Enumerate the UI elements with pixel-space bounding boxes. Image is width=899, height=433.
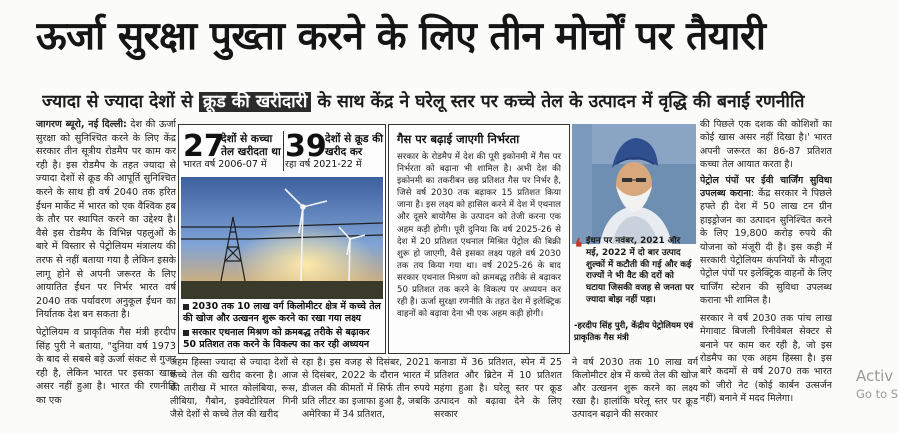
- dateline: जागरण ब्यूरो, नई दिल्ली:: [36, 119, 127, 130]
- col4-text-2: सरकार ने वर्ष 2030 तक पांच लाख मेगावाट बिजली रिनीवेबल सेक्टर से बनाने पर काम कर रही है, जो इस रोडमैप का एक अहम हिस्सा है। इस बारे कदमों से वर्ष 2070 तक भारत को जीरो नेट (कोई कार्बन उत्सर्जन नहीं) बनाने में मदद मिलेगा।: [700, 312, 832, 405]
- subhead-highlight: क्रूड की खरीदारी: [199, 92, 311, 112]
- col4-text: : केंद्र सरकार ने पिछले हफ्ते ही देश में 50 लाख टन ग्रीन हाइड्रोजन का उत्पादन सुनिश्चित करने के लिए 19,800 करोड़ रुपये की योजना को मंजूरी दी है। इस कड़ी में सरकारी पेट्रोलियम कंपनियों के मौजूदा पेट्रोल पंपों पर इलेक्ट्रिक वाहनों के लिए चार्जिंग स्टेशन की सुविधा उपलब्ध कराना भी शामिल है।: [700, 188, 832, 307]
- col4-intro: की पिछले एक दशक की कोशिशों का कोई खास असर नहीं दिखा है।' भारत अपनी जरूरत का 86-87 प्रतिशत कच्चा तेल आयात करता है।: [700, 119, 832, 171]
- box-text: सरकार के रोडमैप में देश की पूरी इकोनमी में गैस पर निर्भरता को बढ़ाना भी शामिल है। अभी देश की इकोनमी का तकरीबन छह प्रतिशत गैस पर निर्भर है, जिसे वर्ष 2030 तक बढ़ाकर 15 प्रतिशत किया जाना है। इस लक्ष्य को हासिल करने में देश में एथनाल और दूसरे बायोगैस के उत्पादन को तेजी करना एक अहम कड़ी होगी। पूरी दुनिया कि वर्ष 2025-26 से देश में 20 प्रतिशत एथनाल मिश्रित पेट्रोल की बिक्री शुरू हो जाएगी, वैसे इसका लक्ष्य पहले वर्ष 2030 तक तय किया गया था। वर्ष 2025-26 के बाद सरकार एथनाल मिश्रण को क्रमबद्ध तरीके से बढ़ाकर 50 प्रतिशत तक करने के विकल्प पर अध्ययन कर रही है। ऊर्जा सुरक्षा रणनीति के तहत देश में इलेक्ट्रिक वाहनों को बढ़ावा देना भी एक अहम कड़ी होगी।: [397, 152, 562, 320]
- bullet-square-icon: [183, 330, 189, 336]
- stat-number: 27: [183, 129, 225, 164]
- article-text-1b: पेट्रोलियम व प्राकृतिक गैस मंत्री हरदीप सिंह पुरी ने बताया, "दुनिया वर्ष 1973 के बाद से सबसे बड़े ऊर्जा संकट से गुजर रही है, लेकिन भारत पर इसका खास असर नहीं हुआ है। भारत की रणनीति का एक: [36, 326, 176, 406]
- infobox-bullet-1: [183, 301, 381, 325]
- stat-label: देशों से कच्चा तेल खरीदता था: [221, 133, 281, 158]
- quote-text: ईंधन पर नवंबर, 2021 और मई, 2022 में दो बार उत्पाद शुल्कों में कटौती की गई और कई राज्यों ने भी वैट की दरों को घटाया जिसकी वजह से जनता पर ज्यादा बोझ नहीं पड़ा।: [586, 236, 694, 305]
- minister-portrait: [572, 124, 696, 244]
- quote-mark-icon: ❛: [574, 236, 584, 264]
- energy-photo: [181, 177, 383, 299]
- box-title: गैस पर बढ़ाई जाएगी निर्भरता: [397, 132, 520, 146]
- article-column-1: [36, 118, 176, 418]
- bottom-column-4: ने वर्ष 2030 तक 10 लाख वर्ग किलोमीटर क्षेत्र में कच्चे तेल की खोज और उत्खनन शुरू करने का लक्ष्य रखा है। हालांकि घरेलू स्तर पर क्रूड उत्पादन बढ़ाने की सरकार: [572, 357, 698, 420]
- bottom-column-2: रहा है। इस वजह से दिसंबर, 2021 से दिसंबर, 2022 के दौरान भारत में डीजल की कीमतों में सिर्फ तीन रुपये प्रति लीटर का इजाफा हुआ है, जबकि अमेरिका में 34 प्रतिशत,: [302, 357, 430, 420]
- subheadline: [42, 88, 832, 116]
- bullet-text: सरकार एथनाल मिश्रण को क्रमबद्ध तरीके से बढ़ाकर 50 प्रतिशत तक करने के विकल्प का कर रही अध्ययन: [183, 327, 370, 351]
- stat-2021: [285, 129, 385, 173]
- headline: ऊर्जा सुरक्षा पुख्ता करने के लिए तीन मोर्चों पर तैयारी: [36, 14, 766, 59]
- quote-author: -हरदीप सिंह पुरी, केंद्रीय पेट्रोलियम एवं प्राकृतिक गैस मंत्री: [574, 320, 694, 342]
- subhead-before: ज्यादा से ज्यादा देशों से: [42, 92, 199, 112]
- watermark-line-1: Activ: [856, 367, 894, 385]
- minister-quote: [572, 236, 698, 352]
- stat-year: रहा वर्ष 2021-22 में: [285, 159, 362, 170]
- stat-divider: [283, 131, 284, 171]
- article-column-4: [700, 118, 832, 430]
- col4-heading: पेट्रोल पंपों पर ईवी चार्जिंग सुविधा उपलब्ध कराना: [700, 174, 832, 200]
- activate-windows-watermark: [856, 366, 899, 402]
- gas-dependence-box: [388, 124, 570, 354]
- stat-number: 39: [285, 129, 327, 164]
- bullet-square-icon: [183, 304, 189, 310]
- watermark-line-2: Go to S: [856, 387, 899, 401]
- bottom-column-1: अहम हिस्सा ज्यादा से ज्यादा देशों से कच्चे तेल की खरीद करना है। आज की तारीख में भारत कोलंबिया, रूस, लीबिया, गैबोन, इक्वेटोरियल गिनी जैसे देशों से कच्चे तेल की खरीद: [170, 357, 298, 420]
- subhead-after: के साथ केंद्र ने घरेलू स्तर पर कच्चे तेल के उत्पादन में वृद्धि की बनाई रणनीति: [311, 92, 805, 112]
- bottom-column-3: कनाडा में 36 प्रतिशत, स्पेन में 25 प्रतिशत और ब्रिटेन में 10 प्रतिशत महंगा हुआ है। घरेलू स्तर पर क्रूड उत्पादन को बढ़ावा देने के लिए सरकार: [434, 357, 562, 420]
- stat-year: भारत वर्ष 2006-07 में: [183, 159, 267, 170]
- article-text-1: देश की ऊर्जा सुरक्षा को सुनिश्चित करने के लिए केंद्र सरकार तीन सूत्रीय रोडमैप पर काम कर रही है। इस रोडमैप के तहत ज्यादा से ज्यादा देशों से क्रूड की आपूर्ति सुनिश्चित करने के साथ ही वर्ष 2040 तक हरित ईंधन मार्केट में भारत को एक वैश्विक हब के तौर पर स्थापित करने का उद्देश्य है। वैसे इस रोडमैप के विभिन्न पहलुओं के बारे में विस्तार से पेट्रोलियम मंत्रालय की तरफ से नहीं बताया गया है लेकिन इसके लागू होने से अपनी जरूरत के लिए आयातित ईंधन पर निर्भर भारत वर्ष 2040 तक पर्यावरण अनुकूल ईंधन का निर्यातक देश बन सकता है।: [36, 119, 176, 321]
- bullet-text: 2030 तक 10 लाख वर्ग किलोमीटर क्षेत्र में कच्चे तेल की खोज और उत्खनन शुरू करने का रखा गया लक्ष्य: [183, 301, 381, 325]
- infobox-bullet-2: [183, 327, 381, 351]
- stat-2006: [183, 129, 283, 173]
- stat-label: देशों से क्रूड की खरीद कर: [325, 133, 383, 158]
- stats-infobox: [178, 124, 386, 354]
